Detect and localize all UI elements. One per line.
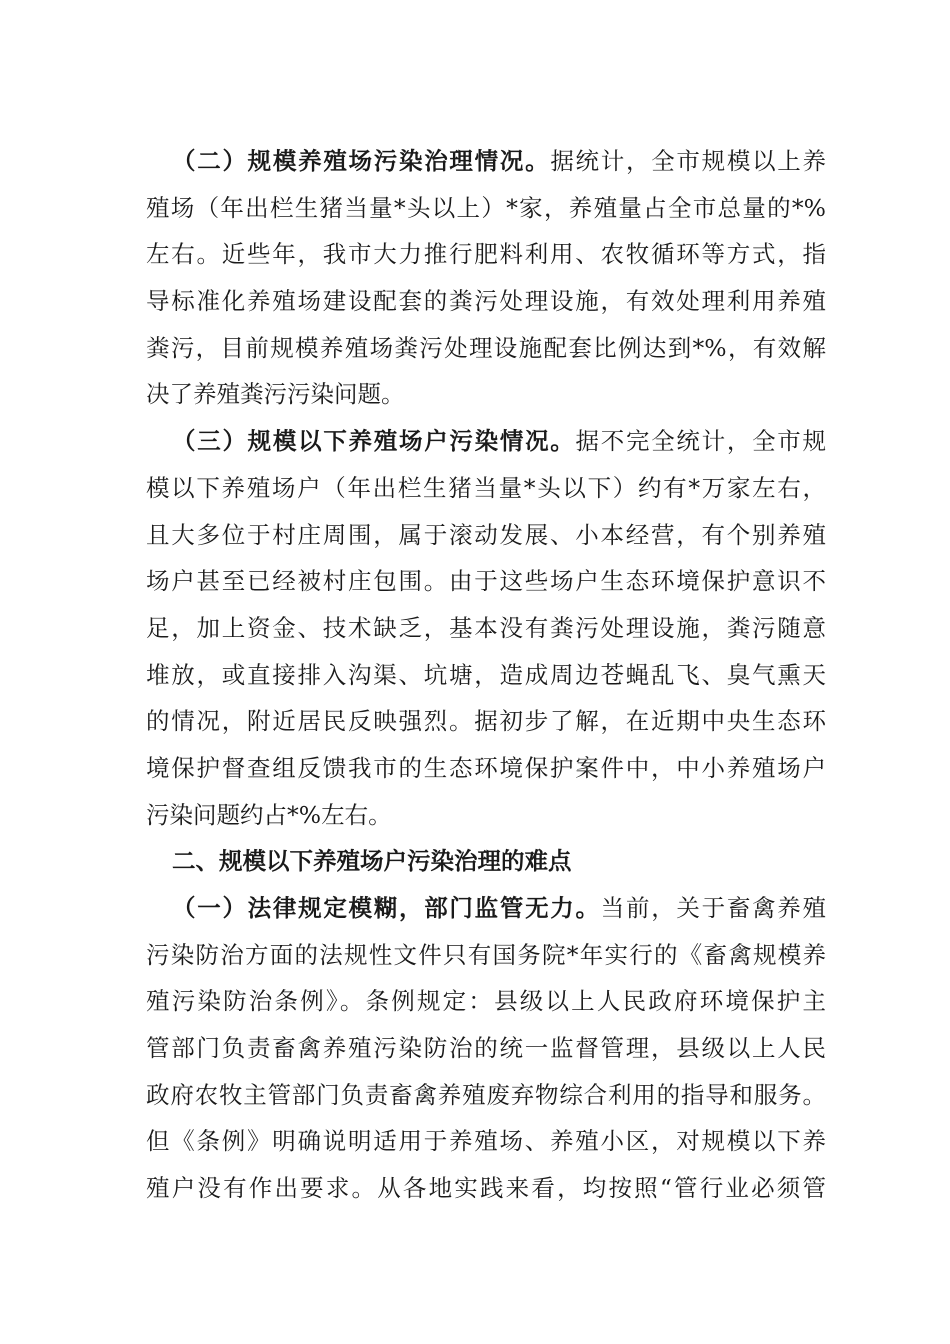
paragraph-line — [146, 138, 826, 185]
paragraph-line: 殖户没有作出要求。从各地实践来看，均按照“管行业必须管 — [146, 1174, 826, 1203]
paragraph-line: 管部门负责畜禽养殖污染防治的统一监督管理，县级以上人民 — [146, 1034, 826, 1063]
paragraph-line: 粪污，目前规模养殖场粪污处理设施配套比例达到*%，有效解 — [146, 333, 826, 362]
chapter-heading: 二、规模以下养殖场户污染治理的难点 — [172, 847, 572, 876]
paragraph-line: 污染问题约占*%左右。 — [146, 800, 392, 829]
paragraph-line: 模以下养殖场户（年出栏生猪当量*头以下）约有*万家左右， — [146, 473, 826, 502]
paragraph-line: 殖场（年出栏生猪当量*头以上）*家，养殖量占全市总量的*% — [146, 193, 826, 222]
paragraph-line: 政府农牧主管部门负责畜禽养殖废弃物综合利用的指导和服务。 — [146, 1080, 826, 1109]
body-text: 当前，关于畜禽养殖 — [600, 894, 827, 922]
paragraph-line: 且大多位于村庄周围，属于滚动发展、小本经营，有个别养殖 — [146, 520, 826, 549]
paragraph-line: 境保护督查组反馈我市的生态环境保护案件中，中小养殖场户 — [146, 753, 826, 782]
paragraph-line: 场户甚至已经被村庄包围。由于这些场户生态环境保护意识不 — [146, 567, 826, 596]
paragraph-line: 污染防治方面的法规性文件只有国务院*年实行的《畜禽规模养 — [146, 940, 826, 969]
section-title: （一）法律规定模糊，部门监管无力。 — [172, 894, 601, 922]
body-text: 据不完全统计，全市规 — [575, 427, 827, 456]
paragraph-line — [146, 885, 826, 932]
paragraph-line: 导标准化养殖场建设配套的粪污处理设施，有效处理利用养殖 — [146, 287, 826, 316]
paragraph-line: 殖污染防治条例》。条例规定：县级以上人民政府环境保护主 — [146, 987, 826, 1016]
paragraph-line: 左右。近些年，我市大力推行肥料利用、农牧循环等方式，指 — [146, 240, 826, 269]
paragraph-line — [146, 418, 826, 465]
section-title: （二）规模养殖场污染治理情况。 — [172, 147, 551, 175]
section-title: （三）规模以下养殖场户污染情况。 — [172, 427, 576, 456]
paragraph-line: 决了养殖粪污污染问题。 — [146, 380, 405, 409]
paragraph-line: 足，加上资金、技术缺乏，基本没有粪污处理设施，粪污随意 — [146, 613, 826, 642]
paragraph-line: 的情况，附近居民反映强烈。据初步了解，在近期中央生态环 — [146, 707, 826, 736]
document-page — [146, 138, 826, 1212]
paragraph-line: 堆放，或直接排入沟渠、坑塘，造成周边苍蝇乱飞、臭气熏天 — [146, 660, 826, 689]
paragraph-line: 但《条例》明确说明适用于养殖场、养殖小区，对规模以下养 — [146, 1127, 826, 1156]
body-text: 据统计，全市规模以上养 — [550, 147, 827, 175]
